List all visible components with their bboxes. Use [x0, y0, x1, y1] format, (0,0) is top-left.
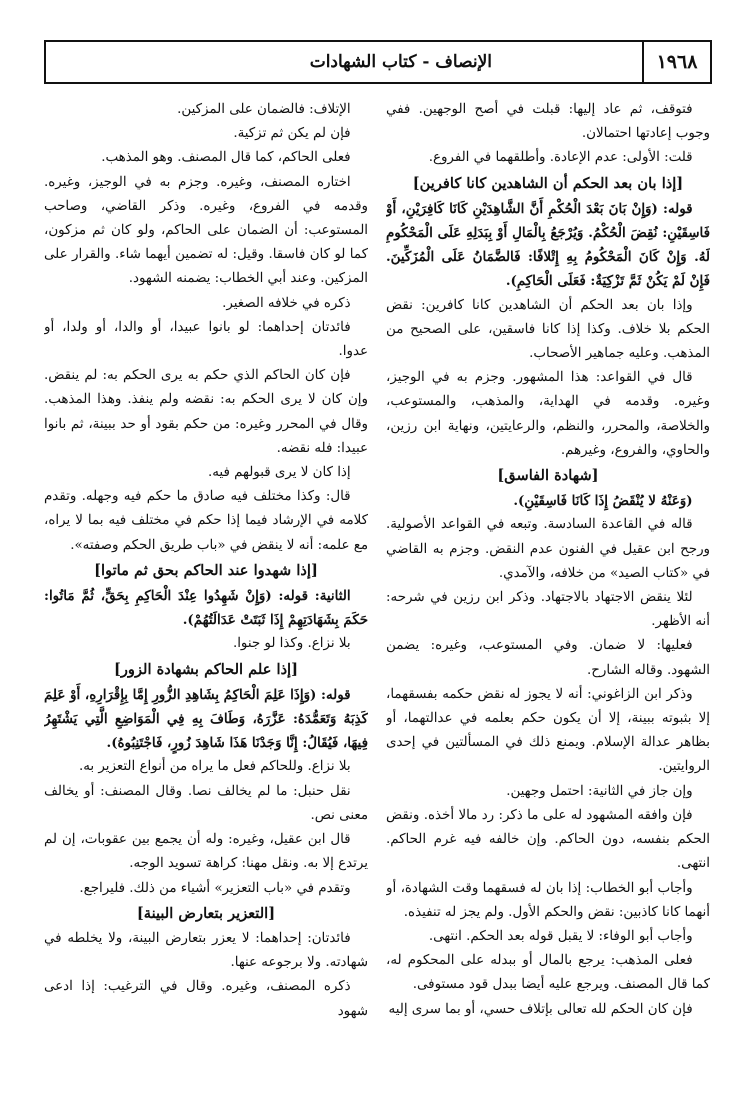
- paragraph: فإن كان الحكم لله تعالى بإتلاف حسي، أو بما سرى إليه: [388, 1001, 693, 1017]
- paragraph: قلت: الأولى: عدم الإعادة. وأطلقهما في الفروع.: [428, 150, 693, 166]
- page-number: ١٩٦٨: [642, 42, 710, 82]
- paragraph: وإذا بان بعد الحكم أن الشاهدين كانا كافرين: نقض الحكم بلا خلاف. وكذا إذا كانا فاسقين، على الصحيح من المذهب. وعليه جماهير الأصحاب.: [386, 297, 710, 362]
- quoted-text: (وَعَنْهُ لا يُنْقَضُ إِذَا كَانَا فَاسِقَيْنِ).: [513, 493, 693, 510]
- page-header: [44, 40, 712, 84]
- paragraph: لئلا ينقض الاجتهاد بالاجتهاد. وذكر ابن رزين في شرحه: أنه الأظهر.: [386, 590, 710, 630]
- quoted-text: الثانية: قوله: (وَإِنْ شَهِدُوا عِنْدَ الْحَاكِمِ بِحَقٍّ، ثُمَّ مَاتُوا: حَكَمَ بِشَهَادَتِهِمْ إِذَا ثَبَتَتْ عَدَالَتُهُمْ).: [44, 588, 368, 629]
- paragraph: فعلى المذهب: يرجع بالمال أو ببدله على المحكوم له، كما قال المصنف. ويرجع عليه أيضا ببدل قود مستوفى.: [386, 953, 710, 993]
- paragraph: نقل حنبل: ما لم يخالف نصا. وقال المصنف: أو يخالف معنى نص.: [44, 783, 368, 823]
- quoted-text: قوله: (وَإِذَا عَلِمَ الْحَاكِمُ بِشَاهِدِ الزُّورِ إِمَّا بِإِقْرَارِهِ، أَوْ عَلِمَ كَذِبَهُ وَتَعَمُّدَهُ: عَزَّرَهُ، وَطَافَ بِهِ فِي الْمَوَاضِعِ الَّتِي يَشْتَهِرُ فِيهَا، فَيُقَالُ: إِنَّا وَجَدْنَا هَذَا شَاهِدَ زُورٍ، فَاجْتَنِبُوهُ).: [44, 686, 368, 752]
- paragraph: وإن جاز في الثانية: احتمل وجهين.: [506, 783, 693, 799]
- section-heading: [إذا بان بعد الحكم أن الشاهدين كانا كافرين]: [412, 174, 684, 192]
- paragraph: فإن كان الحاكم الذي حكم به يرى الحكم به: لم ينقض. وإن كان لا يرى الحكم به: نقضه ولم ينفذ. وهذا المذهب. وقال في المحرر وغيره: من حكم بقود أو حد ببينة، ثم بانوا عبيدا: فله نقضه.: [44, 368, 368, 456]
- paragraph: فإن وافقه المشهود له على ما ذكر: رد مالا أخذه. ونقض الحكم بنفسه، دون الحاكم. وإن خالفه فيه غرم الحاكم. انتهى.: [386, 807, 710, 872]
- paragraph: قال ابن عقيل، وغيره: وله أن يجمع بين عقوبات، إن لم يرتدع إلا به. ونقل مهنا: كراهة تسويد الوجه.: [44, 832, 368, 872]
- paragraph: فعلى الحاكم، كما قال المصنف. وهو المذهب.: [101, 150, 351, 166]
- paragraph: ذكره المصنف، وغيره. وقال في الترغيب: إذا ادعى شهود: [44, 979, 368, 1019]
- section-heading: [إذا علم الحاكم بشهادة الزور]: [113, 660, 299, 678]
- paragraph: فعليها: لا ضمان. وفي المستوعب، وغيره: يضمن الشهود. وقاله الشارح.: [386, 638, 710, 678]
- paragraph: فتوقف، ثم عاد إليها: قبلت في أصح الوجهين. ففي وجوب إعادتها احتمالان.: [386, 102, 710, 142]
- paragraph: اختاره المصنف، وغيره. وجزم به في الوجيز، وغيره. وقدمه في الفروع، وغيره. وذكر القاضي، وصاحب المستوعب: أن الضمان على الحاكم، ولو كان ثم مزكون، كما لو كان فاسقا. وقيل: له تضمين أيهما شاء. والقرار على المزكين. وعند أبي الخطاب: يضمنه الشهود.: [44, 174, 368, 287]
- paragraph: قال في القواعد: هذا المشهور. وجزم به في الوجيز، وغيره. وقدمه في الهداية، والمذهب، والمستوعب، والخلاصة، والمحرر، والنظم، والرعايتين، ونهاية ابن رزين، والحاوي، والفروع، وغيرهم.: [386, 370, 710, 458]
- running-title: الإنصاف - كتاب الشهادات: [309, 52, 492, 72]
- paragraph: إذا كان لا يرى قبولهم فيه.: [207, 465, 351, 481]
- paragraph: وتقدم في «باب التعزير» أشياء من ذلك. فليراجع.: [79, 880, 351, 896]
- paragraph: ذكره في خلافه الصغير.: [222, 295, 351, 311]
- paragraph: وذكر ابن الزاغوني: أنه لا يجوز له نقض حكمه بفسقهما، إلا بثبوته ببينة، إلا أن يكون حكم بعلمه في عدالتهما، أو بظاهر عدالة الإسلام. ويمنع ذلك في المسألتين في إحدى الروايتين.: [386, 686, 710, 775]
- paragraph: بلا نزاع. وللحاكم فعل ما يراه من أنواع التعزير به.: [78, 759, 351, 775]
- paragraph: قاله في القاعدة السادسة. وتبعه في القواعد الأصولية. ورجح ابن عقيل في الفنون عدم النقض. وجزم به القاضي في «كتاب الصيد» من خلافه، والآمدي.: [386, 517, 710, 581]
- section-heading: [إذا شهدوا عند الحاكم بحق ثم ماتوا]: [94, 561, 318, 579]
- paragraph: وأجاب أبو الخطاب: إذا بان له فسقهما وقت الشهادة، أو أنهما كانا كاذبين: نقض والحكم الأول. ولم يجز له تنفيذه.: [386, 880, 710, 920]
- section-heading: [شهادة الفاسق]: [497, 467, 599, 485]
- paragraph: فإن لم يكن ثم تزكية.: [233, 126, 351, 142]
- section-heading: [التعزير بتعارض البينة]: [136, 904, 276, 922]
- paragraph: فائدتان: إحداهما: لا يعزر بتعارض البينة، ولا يخلطه في شهادته. ولا برجوعه عنها.: [44, 930, 368, 971]
- quoted-text: قوله: (وَإِنْ بَانَ بَعْدَ الْحُكْمِ أَنَّ الشَّاهِدَيْنِ كَانَا كَافِرَيْنِ، أَوْ فَاسِقَيْنِ: نُقِضَ الْحُكْمُ. وَيُرْجَعُ بِالْمَالِ أَوْ بِبَدَلِهِ عَلَى الْمَحْكُومِ لَهُ. وَإِنْ كَانَ الْمَحْكُومُ بِهِ إِتْلافًا: فَالضَّمَانُ عَلَى الْمُزَكِّينَ. فَإِنْ لَمْ يَكُنْ ثَمَّ تَزْكِيَةٌ: فَعَلَى الْحَاكِمِ).: [386, 200, 710, 290]
- paragraph: قال: وكذا مختلف فيه صادق ما حكم فيه وجهله. وتقدم كلامه في الإرشاد فيما إذا حكم في مختلف فيه بما لا يراه، مع علمه: أنه لا ينقض في «باب طريق الحكم وصفته».: [44, 489, 368, 553]
- paragraph: الإتلاف: فالضمان على المزكين.: [177, 102, 351, 117]
- paragraph: بلا نزاع. وكذا لو جنوا.: [232, 636, 351, 652]
- paragraph: وأجاب أبو الوفاء: لا يقبل قوله بعد الحكم. انتهى.: [428, 928, 693, 944]
- right-column: [386, 98, 710, 1098]
- left-column: [44, 98, 368, 1098]
- paragraph: فائدتان إحداهما: لو بانوا عبيدا، أو والدا، أو ولدا، أو عدوا.: [44, 319, 368, 360]
